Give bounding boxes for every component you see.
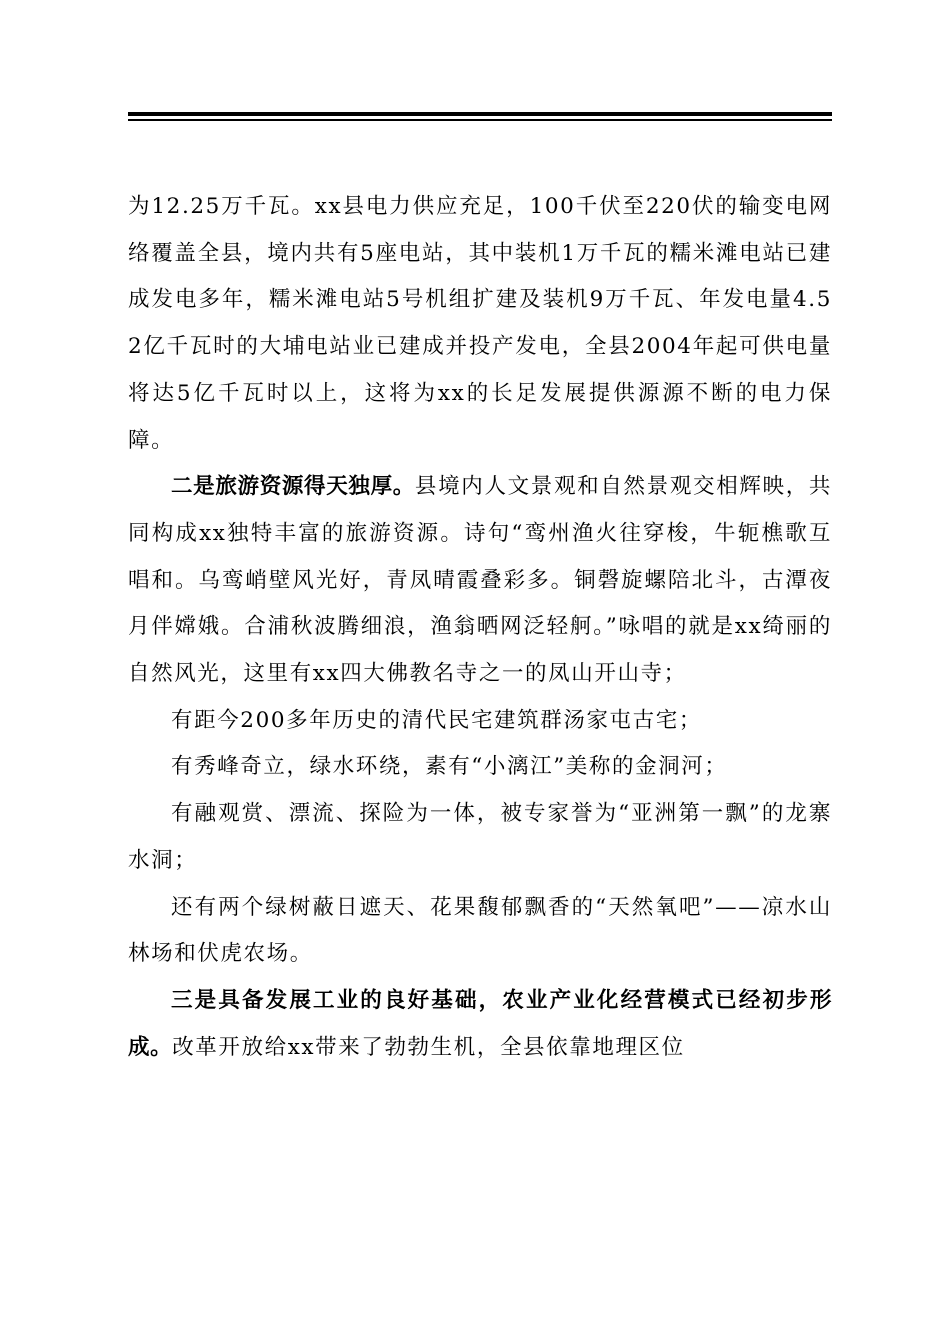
header-rule-thin [128,119,832,121]
paragraph-text: 有距今200多年历史的清代民宅建筑群汤家屯古宅； [171,707,702,733]
paragraph-power-supply [128,184,832,464]
body-text [128,184,832,1071]
paragraph-industry [128,978,832,1071]
paragraph-text: 改革开放给xx带来了勃勃生机，全县依靠地理区位 [172,1034,685,1060]
paragraph-natural-oxygen-bar [128,885,832,978]
paragraph-text: 为12.25万千瓦。xx县电力供应充足，100千伏至220伏的输变电网络覆盖全县，境内共有5座电站，其中装机1万千瓦的糯米滩电站已建成发电多年，糯米滩电站5号机组扩建及装机9万千瓦、年发电量4.52亿千瓦时的大埔电站业已建成并投产发电，全县2004年起可供电量将达5亿千瓦时以上，这将为xx的长足发展提供源源不断的电力保障。 [128,194,832,453]
paragraph-lead-heading: 三是具备发展工业的良好基础，农业产业化经营模式已经初步形成。 [128,987,832,1060]
paragraph-text: 还有两个绿树蔽日遮天、花果馥郁飘香的“天然氧吧”——凉水山林场和伏虎农场。 [128,894,832,967]
paragraph-tourism [128,464,832,698]
paragraph-text: 有秀峰奇立，绿水环绕，素有“小漓江”美称的金洞河； [171,754,728,780]
paragraph-jindong-river [128,744,832,791]
paragraph-text: 有融观赏、漂流、探险为一体，被专家誉为“亚洲第一飘”的龙寨水洞； [128,801,832,873]
paragraph-water-cave [128,791,832,884]
paragraph-lead-heading: 二是旅游资源得天独厚。 [171,474,415,500]
header-rule-thick [128,112,832,116]
header-double-rule [128,112,832,122]
paragraph-text: 县境内人文景观和自然景观交相辉映，共同构成xx独特丰富的旅游资源。诗句“鸾州渔火往穿梭，牛轭樵歌互唱和。乌鸾峭壁风光好，青凤晴霞叠彩多。铜磬旋螺陪北斗，古潭夜月伴嫦娥。合浦秋波腾细浪，渔翁晒网泛轻舸。”咏唱的就是xx绮丽的自然风光，这里有xx四大佛教名寺之一的凤山开山寺； [128,474,832,687]
paragraph-ancient-residence [128,698,832,745]
